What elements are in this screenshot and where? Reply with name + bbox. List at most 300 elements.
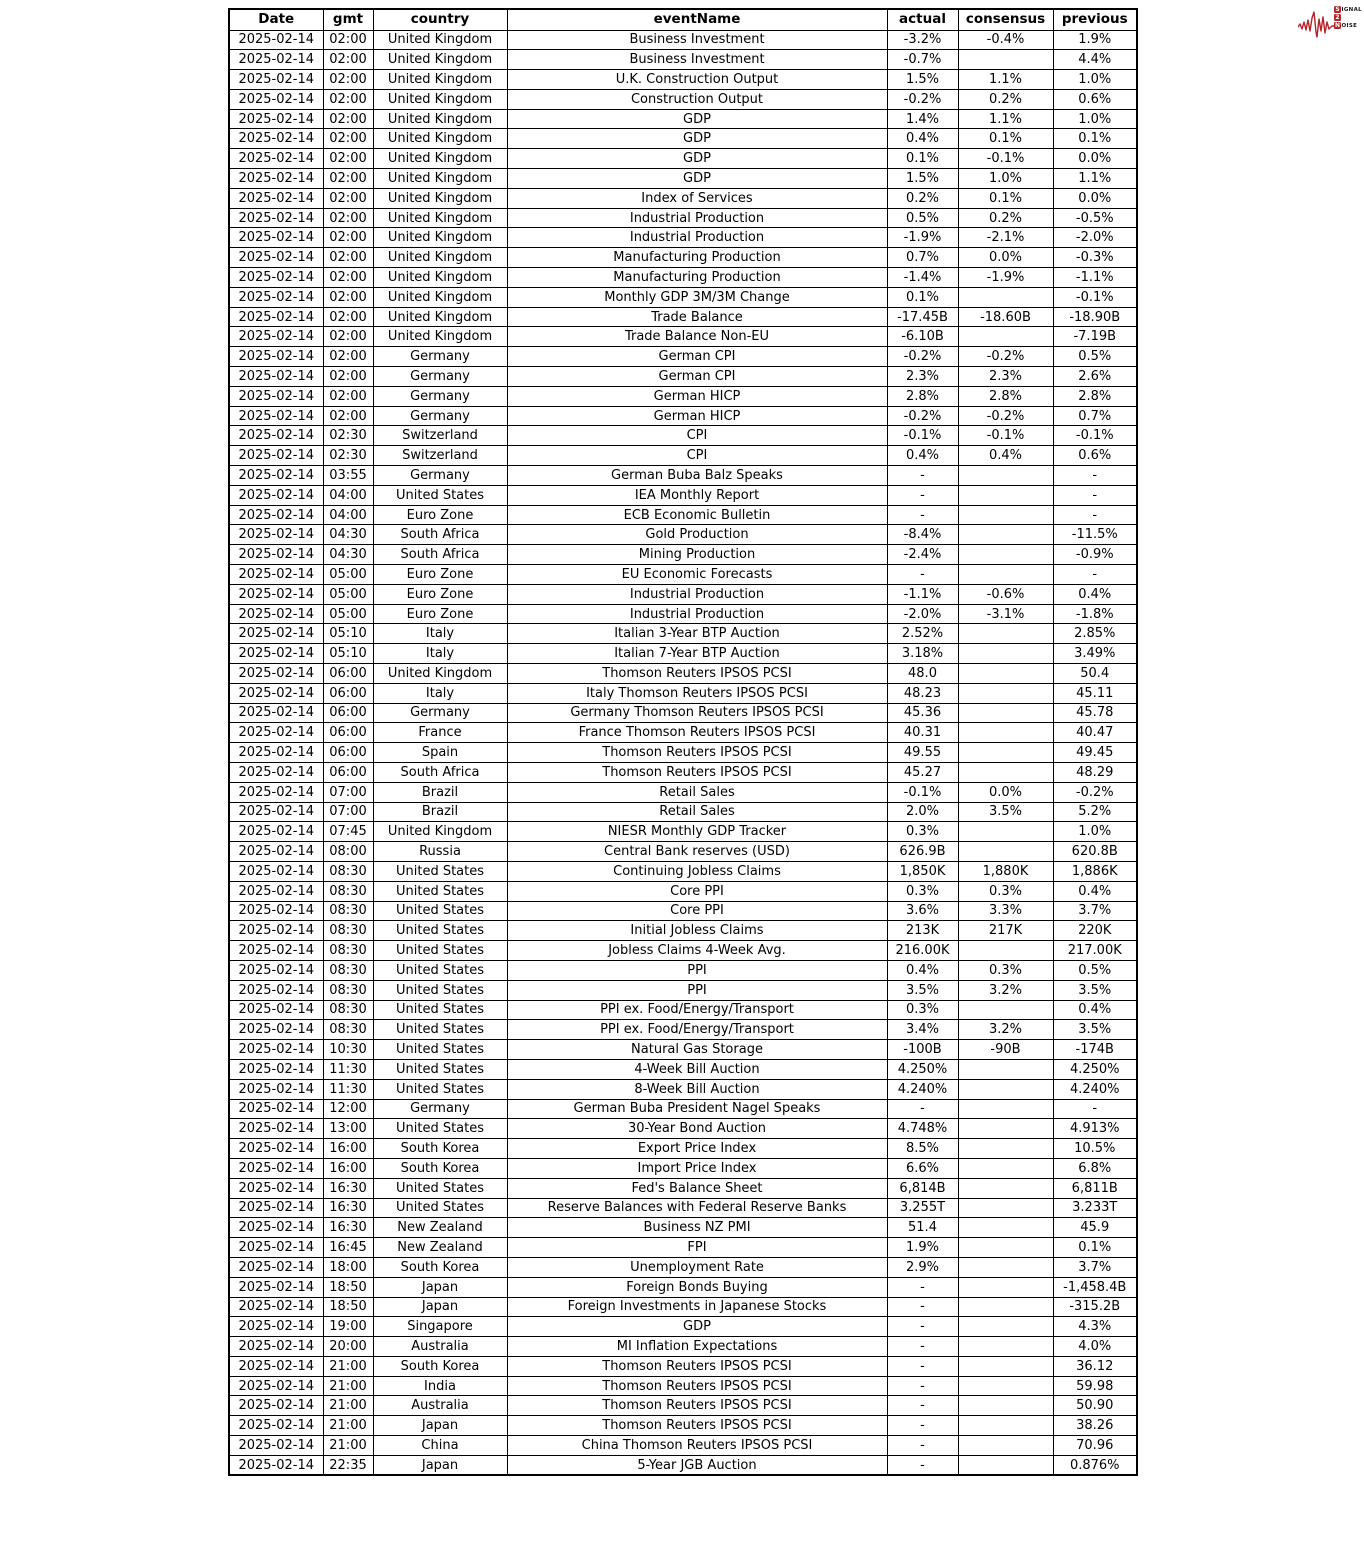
table-row	[229, 802, 1137, 822]
cell-event-name: Industrial Production	[507, 228, 887, 248]
table-row	[229, 485, 1137, 505]
cell-previous: 1,886K	[1053, 861, 1137, 881]
cell-actual: 40.31	[887, 723, 958, 743]
cell-date: 2025-02-14	[229, 169, 323, 189]
table-row	[229, 70, 1137, 90]
cell-event-name: Italian 7-Year BTP Auction	[507, 644, 887, 664]
cell-previous: 50.90	[1053, 1396, 1137, 1416]
cell-event-name: CPI	[507, 446, 887, 466]
cell-country: United States	[373, 485, 507, 505]
cell-event-name: France Thomson Reuters IPSOS PCSI	[507, 723, 887, 743]
cell-previous: 36.12	[1053, 1356, 1137, 1376]
cell-event-name: Trade Balance	[507, 307, 887, 327]
cell-event-name: Export Price Index	[507, 1139, 887, 1159]
cell-gmt: 16:30	[323, 1218, 373, 1238]
table-header	[229, 9, 1137, 30]
cell-country: Singapore	[373, 1317, 507, 1337]
cell-country: Italy	[373, 683, 507, 703]
cell-actual: 45.36	[887, 703, 958, 723]
cell-country: South Korea	[373, 1257, 507, 1277]
cell-previous: 48.29	[1053, 762, 1137, 782]
cell-gmt: 08:30	[323, 941, 373, 961]
table-row	[229, 1218, 1137, 1238]
cell-event-name: Thomson Reuters IPSOS PCSI	[507, 762, 887, 782]
table-row	[229, 30, 1137, 50]
cell-country: South Africa	[373, 762, 507, 782]
cell-gmt: 08:30	[323, 881, 373, 901]
cell-event-name: Business NZ PMI	[507, 1218, 887, 1238]
cell-country: New Zealand	[373, 1238, 507, 1258]
logo-badge-2: 2	[1335, 13, 1340, 21]
cell-actual: 3.4%	[887, 1020, 958, 1040]
cell-country: India	[373, 1376, 507, 1396]
cell-consensus: -0.6%	[958, 584, 1053, 604]
column-header-country: country	[373, 9, 507, 30]
cell-event-name: Industrial Production	[507, 584, 887, 604]
cell-actual: 1.9%	[887, 1238, 958, 1258]
cell-gmt: 18:50	[323, 1297, 373, 1317]
cell-gmt: 08:30	[323, 1020, 373, 1040]
cell-actual: -100B	[887, 1040, 958, 1060]
cell-actual: 0.3%	[887, 822, 958, 842]
cell-date: 2025-02-14	[229, 367, 323, 387]
heartbeat-waveform-icon	[1298, 10, 1336, 38]
cell-country: New Zealand	[373, 1218, 507, 1238]
cell-country: United Kingdom	[373, 307, 507, 327]
cell-previous: 0.5%	[1053, 960, 1137, 980]
cell-previous: -	[1053, 485, 1137, 505]
table-row	[229, 1000, 1137, 1020]
cell-country: United States	[373, 1198, 507, 1218]
cell-gmt: 19:00	[323, 1317, 373, 1337]
cell-date: 2025-02-14	[229, 980, 323, 1000]
cell-actual: 4.748%	[887, 1119, 958, 1139]
cell-actual: -	[887, 1277, 958, 1297]
cell-consensus	[958, 1337, 1053, 1357]
cell-date: 2025-02-14	[229, 228, 323, 248]
cell-gmt: 04:30	[323, 525, 373, 545]
cell-country: Brazil	[373, 782, 507, 802]
cell-previous: 4.913%	[1053, 1119, 1137, 1139]
cell-previous: 40.47	[1053, 723, 1137, 743]
cell-event-name: German CPI	[507, 347, 887, 367]
cell-date: 2025-02-14	[229, 664, 323, 684]
table-row	[229, 327, 1137, 347]
cell-country: United States	[373, 1020, 507, 1040]
table-row	[229, 921, 1137, 941]
cell-event-name: Manufacturing Production	[507, 268, 887, 288]
cell-previous: 38.26	[1053, 1416, 1137, 1436]
cell-previous: 70.96	[1053, 1436, 1137, 1456]
cell-event-name: MI Inflation Expectations	[507, 1337, 887, 1357]
cell-date: 2025-02-14	[229, 446, 323, 466]
cell-gmt: 02:30	[323, 426, 373, 446]
cell-gmt: 11:30	[323, 1059, 373, 1079]
cell-consensus	[958, 1436, 1053, 1456]
cell-previous: 0.6%	[1053, 446, 1137, 466]
cell-previous: 217.00K	[1053, 941, 1137, 961]
cell-gmt: 11:30	[323, 1079, 373, 1099]
cell-consensus	[958, 1178, 1053, 1198]
cell-event-name: 8-Week Bill Auction	[507, 1079, 887, 1099]
table-row	[229, 89, 1137, 109]
cell-previous: -11.5%	[1053, 525, 1137, 545]
cell-consensus	[958, 1416, 1053, 1436]
cell-country: United States	[373, 960, 507, 980]
cell-gmt: 02:00	[323, 386, 373, 406]
cell-actual: 1,850K	[887, 861, 958, 881]
table-row	[229, 1317, 1137, 1337]
cell-event-name: Germany Thomson Reuters IPSOS PCSI	[507, 703, 887, 723]
cell-date: 2025-02-14	[229, 1079, 323, 1099]
cell-consensus	[958, 1000, 1053, 1020]
cell-previous: -0.1%	[1053, 426, 1137, 446]
cell-actual: 3.255T	[887, 1198, 958, 1218]
cell-previous: 0.6%	[1053, 89, 1137, 109]
cell-previous: -7.19B	[1053, 327, 1137, 347]
cell-event-name: Construction Output	[507, 89, 887, 109]
table-row	[229, 307, 1137, 327]
table-row	[229, 1198, 1137, 1218]
cell-event-name: Monthly GDP 3M/3M Change	[507, 287, 887, 307]
table-row	[229, 644, 1137, 664]
cell-gmt: 21:00	[323, 1356, 373, 1376]
cell-consensus: 3.5%	[958, 802, 1053, 822]
cell-consensus	[958, 565, 1053, 585]
cell-country: United Kingdom	[373, 169, 507, 189]
cell-actual: -2.0%	[887, 604, 958, 624]
cell-actual: 48.23	[887, 683, 958, 703]
cell-date: 2025-02-14	[229, 327, 323, 347]
cell-previous: 0.1%	[1053, 129, 1137, 149]
table-row	[229, 1119, 1137, 1139]
cell-consensus: 0.0%	[958, 782, 1053, 802]
cell-consensus	[958, 327, 1053, 347]
cell-event-name: GDP	[507, 1317, 887, 1337]
cell-previous: 0.5%	[1053, 347, 1137, 367]
cell-previous: 0.4%	[1053, 584, 1137, 604]
cell-date: 2025-02-14	[229, 624, 323, 644]
cell-gmt: 02:00	[323, 129, 373, 149]
cell-gmt: 22:35	[323, 1455, 373, 1475]
cell-consensus	[958, 1198, 1053, 1218]
cell-date: 2025-02-14	[229, 1277, 323, 1297]
table-row	[229, 565, 1137, 585]
cell-country: United Kingdom	[373, 30, 507, 50]
cell-date: 2025-02-14	[229, 1059, 323, 1079]
cell-previous: -0.2%	[1053, 782, 1137, 802]
cell-previous: 220K	[1053, 921, 1137, 941]
cell-date: 2025-02-14	[229, 1238, 323, 1258]
cell-gmt: 08:30	[323, 901, 373, 921]
cell-gmt: 06:00	[323, 664, 373, 684]
cell-actual: -	[887, 1297, 958, 1317]
table-row	[229, 842, 1137, 862]
cell-actual: -17.45B	[887, 307, 958, 327]
cell-previous: 3.49%	[1053, 644, 1137, 664]
cell-country: United Kingdom	[373, 89, 507, 109]
cell-gmt: 16:30	[323, 1198, 373, 1218]
cell-date: 2025-02-14	[229, 762, 323, 782]
cell-actual: 213K	[887, 921, 958, 941]
cell-consensus: 3.2%	[958, 1020, 1053, 1040]
cell-previous: 6,811B	[1053, 1178, 1137, 1198]
cell-actual: -0.2%	[887, 406, 958, 426]
cell-actual: -6.10B	[887, 327, 958, 347]
cell-actual: 2.3%	[887, 367, 958, 387]
table-row	[229, 1139, 1137, 1159]
cell-gmt: 02:00	[323, 149, 373, 169]
cell-previous: -174B	[1053, 1040, 1137, 1060]
cell-date: 2025-02-14	[229, 30, 323, 50]
cell-previous: -0.5%	[1053, 208, 1137, 228]
cell-consensus: -0.1%	[958, 149, 1053, 169]
cell-event-name: Trade Balance Non-EU	[507, 327, 887, 347]
cell-consensus: -0.4%	[958, 30, 1053, 50]
cell-event-name: PPI ex. Food/Energy/Transport	[507, 1000, 887, 1020]
cell-date: 2025-02-14	[229, 822, 323, 842]
cell-date: 2025-02-14	[229, 1257, 323, 1277]
cell-date: 2025-02-14	[229, 70, 323, 90]
cell-gmt: 06:00	[323, 683, 373, 703]
cell-country: Germany	[373, 466, 507, 486]
cell-date: 2025-02-14	[229, 89, 323, 109]
cell-previous: 4.4%	[1053, 50, 1137, 70]
cell-consensus: -90B	[958, 1040, 1053, 1060]
cell-consensus	[958, 822, 1053, 842]
cell-actual: 1.4%	[887, 109, 958, 129]
cell-previous: 10.5%	[1053, 1139, 1137, 1159]
cell-consensus: 1.1%	[958, 70, 1053, 90]
column-header-actual: actual	[887, 9, 958, 30]
cell-gmt: 06:00	[323, 762, 373, 782]
signal2noise-logo	[1298, 6, 1362, 38]
cell-country: Australia	[373, 1396, 507, 1416]
cell-country: Japan	[373, 1416, 507, 1436]
cell-country: Euro Zone	[373, 584, 507, 604]
cell-actual: 0.3%	[887, 1000, 958, 1020]
cell-event-name: GDP	[507, 129, 887, 149]
logo-noise-label: OISE	[1341, 22, 1358, 29]
cell-gmt: 02:00	[323, 109, 373, 129]
table-row	[229, 1337, 1137, 1357]
table-row	[229, 1158, 1137, 1178]
cell-date: 2025-02-14	[229, 1337, 323, 1357]
logo-signal-label: IGNAL	[1341, 6, 1362, 13]
cell-actual: 6.6%	[887, 1158, 958, 1178]
cell-gmt: 02:00	[323, 327, 373, 347]
cell-actual: -	[887, 1317, 958, 1337]
cell-country: United Kingdom	[373, 268, 507, 288]
cell-gmt: 07:00	[323, 782, 373, 802]
cell-gmt: 08:30	[323, 960, 373, 980]
cell-date: 2025-02-14	[229, 921, 323, 941]
cell-date: 2025-02-14	[229, 1158, 323, 1178]
cell-previous: -0.1%	[1053, 287, 1137, 307]
cell-actual: -	[887, 1337, 958, 1357]
cell-consensus	[958, 762, 1053, 782]
cell-gmt: 02:00	[323, 367, 373, 387]
cell-gmt: 06:00	[323, 723, 373, 743]
cell-event-name: Retail Sales	[507, 782, 887, 802]
column-header-gmt: gmt	[323, 9, 373, 30]
cell-gmt: 04:00	[323, 485, 373, 505]
cell-date: 2025-02-14	[229, 1040, 323, 1060]
cell-previous: 0.4%	[1053, 881, 1137, 901]
cell-actual: 48.0	[887, 664, 958, 684]
cell-date: 2025-02-14	[229, 1436, 323, 1456]
cell-previous: 3.7%	[1053, 901, 1137, 921]
table-row	[229, 1436, 1137, 1456]
table-row	[229, 822, 1137, 842]
cell-event-name: Industrial Production	[507, 604, 887, 624]
cell-event-name: German HICP	[507, 386, 887, 406]
cell-country: United Kingdom	[373, 664, 507, 684]
cell-actual: -	[887, 1455, 958, 1475]
cell-country: United States	[373, 881, 507, 901]
economic-calendar-table	[228, 8, 1138, 1476]
cell-gmt: 08:30	[323, 861, 373, 881]
cell-event-name: German HICP	[507, 406, 887, 426]
cell-gmt: 08:30	[323, 980, 373, 1000]
cell-country: Euro Zone	[373, 505, 507, 525]
cell-previous: -1.1%	[1053, 268, 1137, 288]
cell-event-name: Index of Services	[507, 188, 887, 208]
cell-previous: 49.45	[1053, 743, 1137, 763]
cell-country: United Kingdom	[373, 109, 507, 129]
cell-gmt: 02:00	[323, 30, 373, 50]
cell-date: 2025-02-14	[229, 505, 323, 525]
cell-gmt: 02:00	[323, 188, 373, 208]
cell-gmt: 05:00	[323, 565, 373, 585]
cell-gmt: 02:00	[323, 307, 373, 327]
cell-event-name: 4-Week Bill Auction	[507, 1059, 887, 1079]
cell-date: 2025-02-14	[229, 644, 323, 664]
cell-date: 2025-02-14	[229, 743, 323, 763]
cell-country: Japan	[373, 1455, 507, 1475]
cell-event-name: Gold Production	[507, 525, 887, 545]
cell-date: 2025-02-14	[229, 50, 323, 70]
logo-text	[1334, 6, 1362, 29]
cell-country: United States	[373, 1178, 507, 1198]
cell-actual: -1.1%	[887, 584, 958, 604]
cell-gmt: 02:00	[323, 89, 373, 109]
cell-actual: -2.4%	[887, 545, 958, 565]
cell-actual: 0.4%	[887, 129, 958, 149]
cell-event-name: Industrial Production	[507, 208, 887, 228]
cell-previous: 2.8%	[1053, 386, 1137, 406]
cell-date: 2025-02-14	[229, 1119, 323, 1139]
table-row	[229, 881, 1137, 901]
cell-event-name: Jobless Claims 4-Week Avg.	[507, 941, 887, 961]
cell-previous: 0.0%	[1053, 149, 1137, 169]
cell-previous: 45.11	[1053, 683, 1137, 703]
cell-date: 2025-02-14	[229, 683, 323, 703]
cell-consensus	[958, 1079, 1053, 1099]
cell-previous: 620.8B	[1053, 842, 1137, 862]
cell-gmt: 02:30	[323, 446, 373, 466]
cell-event-name: Italian 3-Year BTP Auction	[507, 624, 887, 644]
table-row	[229, 1238, 1137, 1258]
table-row	[229, 1356, 1137, 1376]
cell-date: 2025-02-14	[229, 1416, 323, 1436]
cell-previous: -	[1053, 505, 1137, 525]
cell-consensus	[958, 683, 1053, 703]
cell-country: France	[373, 723, 507, 743]
cell-event-name: Mining Production	[507, 545, 887, 565]
table-row	[229, 624, 1137, 644]
cell-actual: -3.2%	[887, 30, 958, 50]
cell-country: Germany	[373, 386, 507, 406]
cell-consensus: -0.2%	[958, 406, 1053, 426]
cell-date: 2025-02-14	[229, 426, 323, 446]
table-row	[229, 386, 1137, 406]
table-row	[229, 1178, 1137, 1198]
cell-gmt: 03:55	[323, 466, 373, 486]
table-row	[229, 703, 1137, 723]
cell-actual: 49.55	[887, 743, 958, 763]
table-row	[229, 1079, 1137, 1099]
cell-consensus	[958, 287, 1053, 307]
table-row	[229, 683, 1137, 703]
cell-country: South Korea	[373, 1158, 507, 1178]
table-row	[229, 1376, 1137, 1396]
cell-event-name: GDP	[507, 169, 887, 189]
cell-country: United Kingdom	[373, 327, 507, 347]
table-row	[229, 109, 1137, 129]
cell-consensus	[958, 1277, 1053, 1297]
cell-previous: 1.9%	[1053, 30, 1137, 50]
table-row	[229, 901, 1137, 921]
cell-country: Japan	[373, 1297, 507, 1317]
cell-gmt: 07:00	[323, 802, 373, 822]
cell-previous: 45.78	[1053, 703, 1137, 723]
cell-consensus: 0.0%	[958, 248, 1053, 268]
cell-date: 2025-02-14	[229, 525, 323, 545]
cell-actual: -	[887, 485, 958, 505]
cell-event-name: 5-Year JGB Auction	[507, 1455, 887, 1475]
cell-actual: -	[887, 1416, 958, 1436]
cell-consensus	[958, 50, 1053, 70]
cell-actual: 1.5%	[887, 169, 958, 189]
cell-previous: 0.876%	[1053, 1455, 1137, 1475]
table-row	[229, 268, 1137, 288]
cell-country: Australia	[373, 1337, 507, 1357]
cell-country: United Kingdom	[373, 188, 507, 208]
cell-consensus: -18.60B	[958, 307, 1053, 327]
table-row	[229, 367, 1137, 387]
cell-previous: 0.7%	[1053, 406, 1137, 426]
cell-country: United States	[373, 901, 507, 921]
cell-actual: 3.5%	[887, 980, 958, 1000]
cell-previous: 4.3%	[1053, 1317, 1137, 1337]
cell-date: 2025-02-14	[229, 1317, 323, 1337]
cell-previous: 3.233T	[1053, 1198, 1137, 1218]
cell-gmt: 05:10	[323, 624, 373, 644]
cell-event-name: NIESR Monthly GDP Tracker	[507, 822, 887, 842]
cell-country: United Kingdom	[373, 248, 507, 268]
table-row	[229, 505, 1137, 525]
cell-previous: -	[1053, 1099, 1137, 1119]
cell-actual: 0.7%	[887, 248, 958, 268]
cell-country: United States	[373, 980, 507, 1000]
cell-country: South Korea	[373, 1139, 507, 1159]
table-row	[229, 1297, 1137, 1317]
table-row	[229, 960, 1137, 980]
table-row	[229, 169, 1137, 189]
cell-actual: 2.52%	[887, 624, 958, 644]
cell-date: 2025-02-14	[229, 545, 323, 565]
